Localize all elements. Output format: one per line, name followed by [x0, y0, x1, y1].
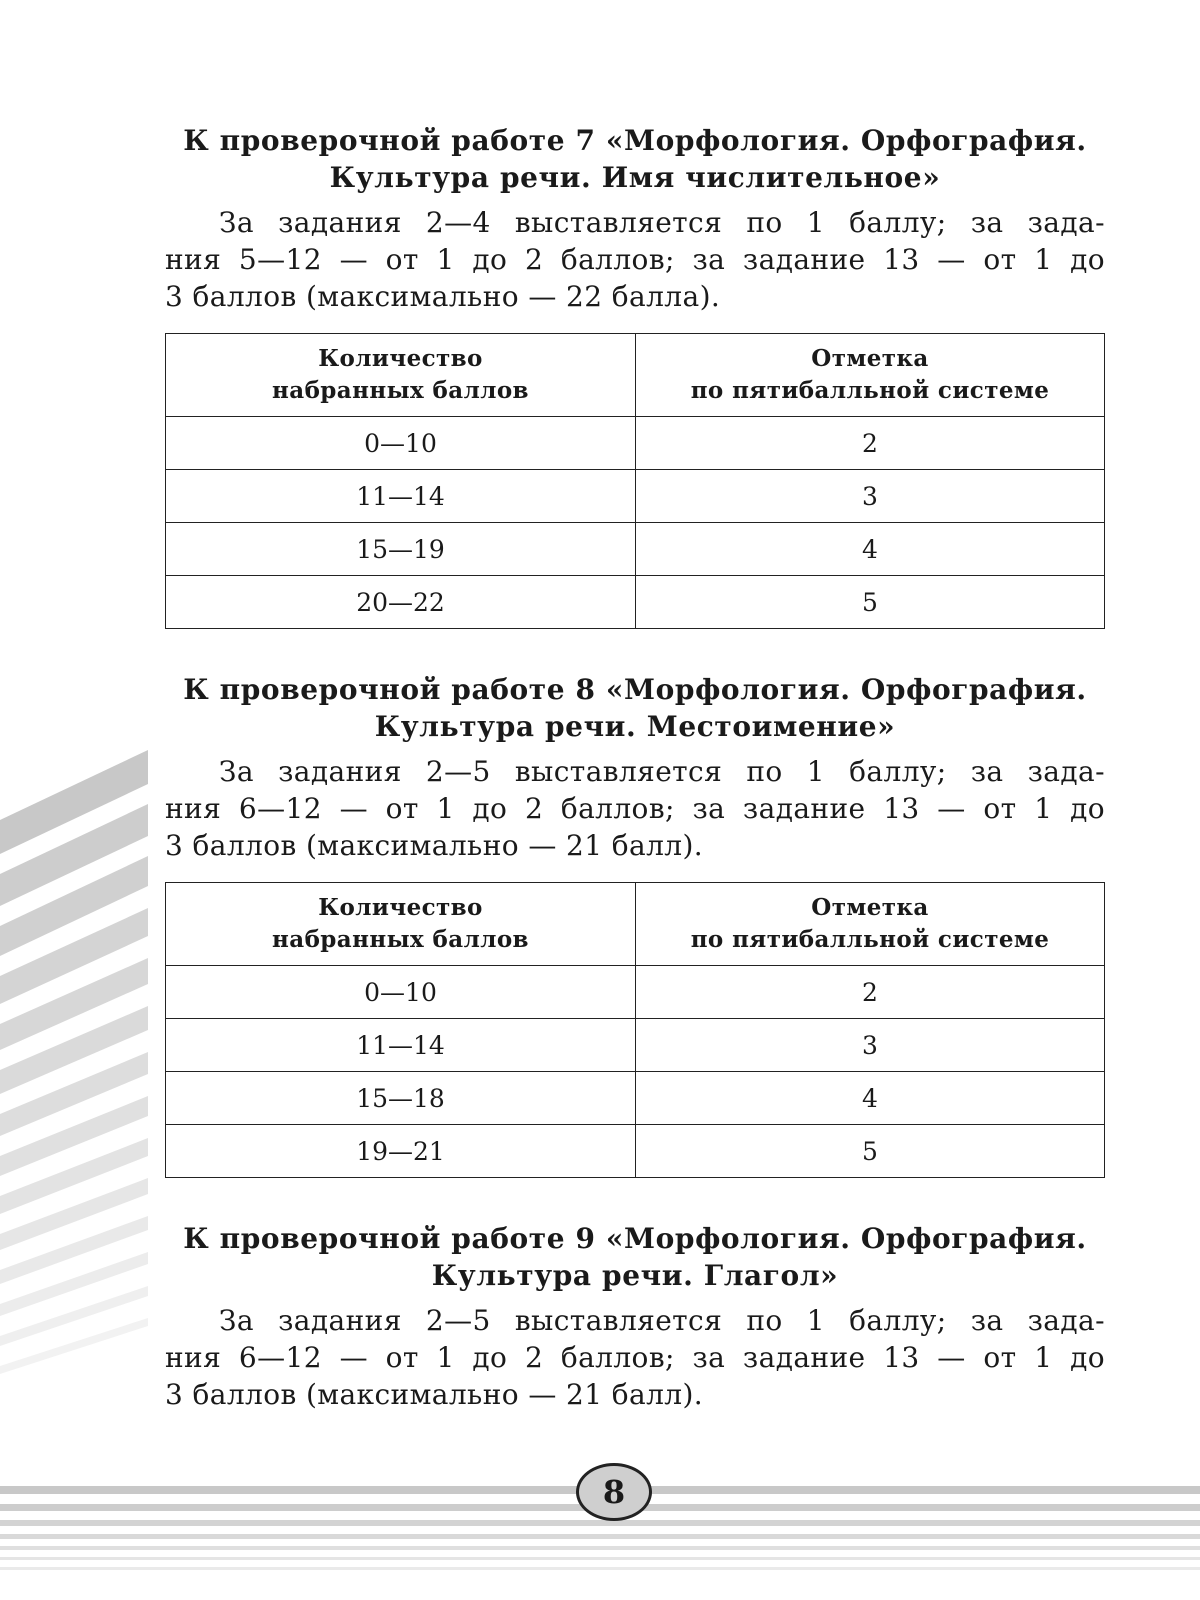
section-title-8: К проверочной работе 8 «Морфология. Орфография. Культура речи. Местоимение»: [183, 673, 1087, 743]
page-content: [165, 122, 1105, 1413]
table-row: 11—14 3: [166, 1019, 1105, 1072]
decorative-stripes-left: [0, 750, 160, 1490]
header-grade: Отметка по пятибалльной системе: [636, 883, 1105, 966]
table-row: 19—21 5: [166, 1125, 1105, 1178]
header-points: Количество набранных баллов: [166, 334, 636, 417]
page-number: 8: [602, 1473, 626, 1511]
score-table-7: [165, 333, 1105, 629]
header-points: Количество набранных баллов: [166, 883, 636, 966]
table-header-row: [166, 334, 1105, 417]
table-row: 0—10 2: [166, 417, 1105, 470]
table-row: 15—19 4: [166, 523, 1105, 576]
table-row: 15—18 4: [166, 1072, 1105, 1125]
section-description-8: За задания 2—5 выставляется по 1 баллу; за зада- ния 6—12 — от 1 до 2 баллов; за задание 13 — от 1 до 3 баллов (максимально — 21 балл).: [165, 755, 1105, 862]
section-title-7: К проверочной работе 7 «Морфология. Орфография. Культура речи. Имя числительное»: [183, 124, 1087, 194]
table-row: 0—10 2: [166, 966, 1105, 1019]
section-description-7: За задания 2—4 выставляется по 1 баллу; за зада- ния 5—12 — от 1 до 2 баллов; за задание 13 — от 1 до 3 баллов (максимально — 22 балла).: [165, 206, 1105, 313]
page-number-badge: [576, 1463, 652, 1521]
header-grade: Отметка по пятибалльной системе: [636, 334, 1105, 417]
table-row: 20—22 5: [166, 576, 1105, 629]
section-description-9: За задания 2—5 выставляется по 1 баллу; за зада- ния 6—12 — от 1 до 2 баллов; за задание 13 — от 1 до 3 баллов (максимально — 21 балл).: [165, 1304, 1105, 1411]
table-header-row: [166, 883, 1105, 966]
section-title-9: К проверочной работе 9 «Морфология. Орфография. Культура речи. Глагол»: [183, 1222, 1087, 1292]
score-table-8: [165, 882, 1105, 1178]
table-row: 11—14 3: [166, 470, 1105, 523]
